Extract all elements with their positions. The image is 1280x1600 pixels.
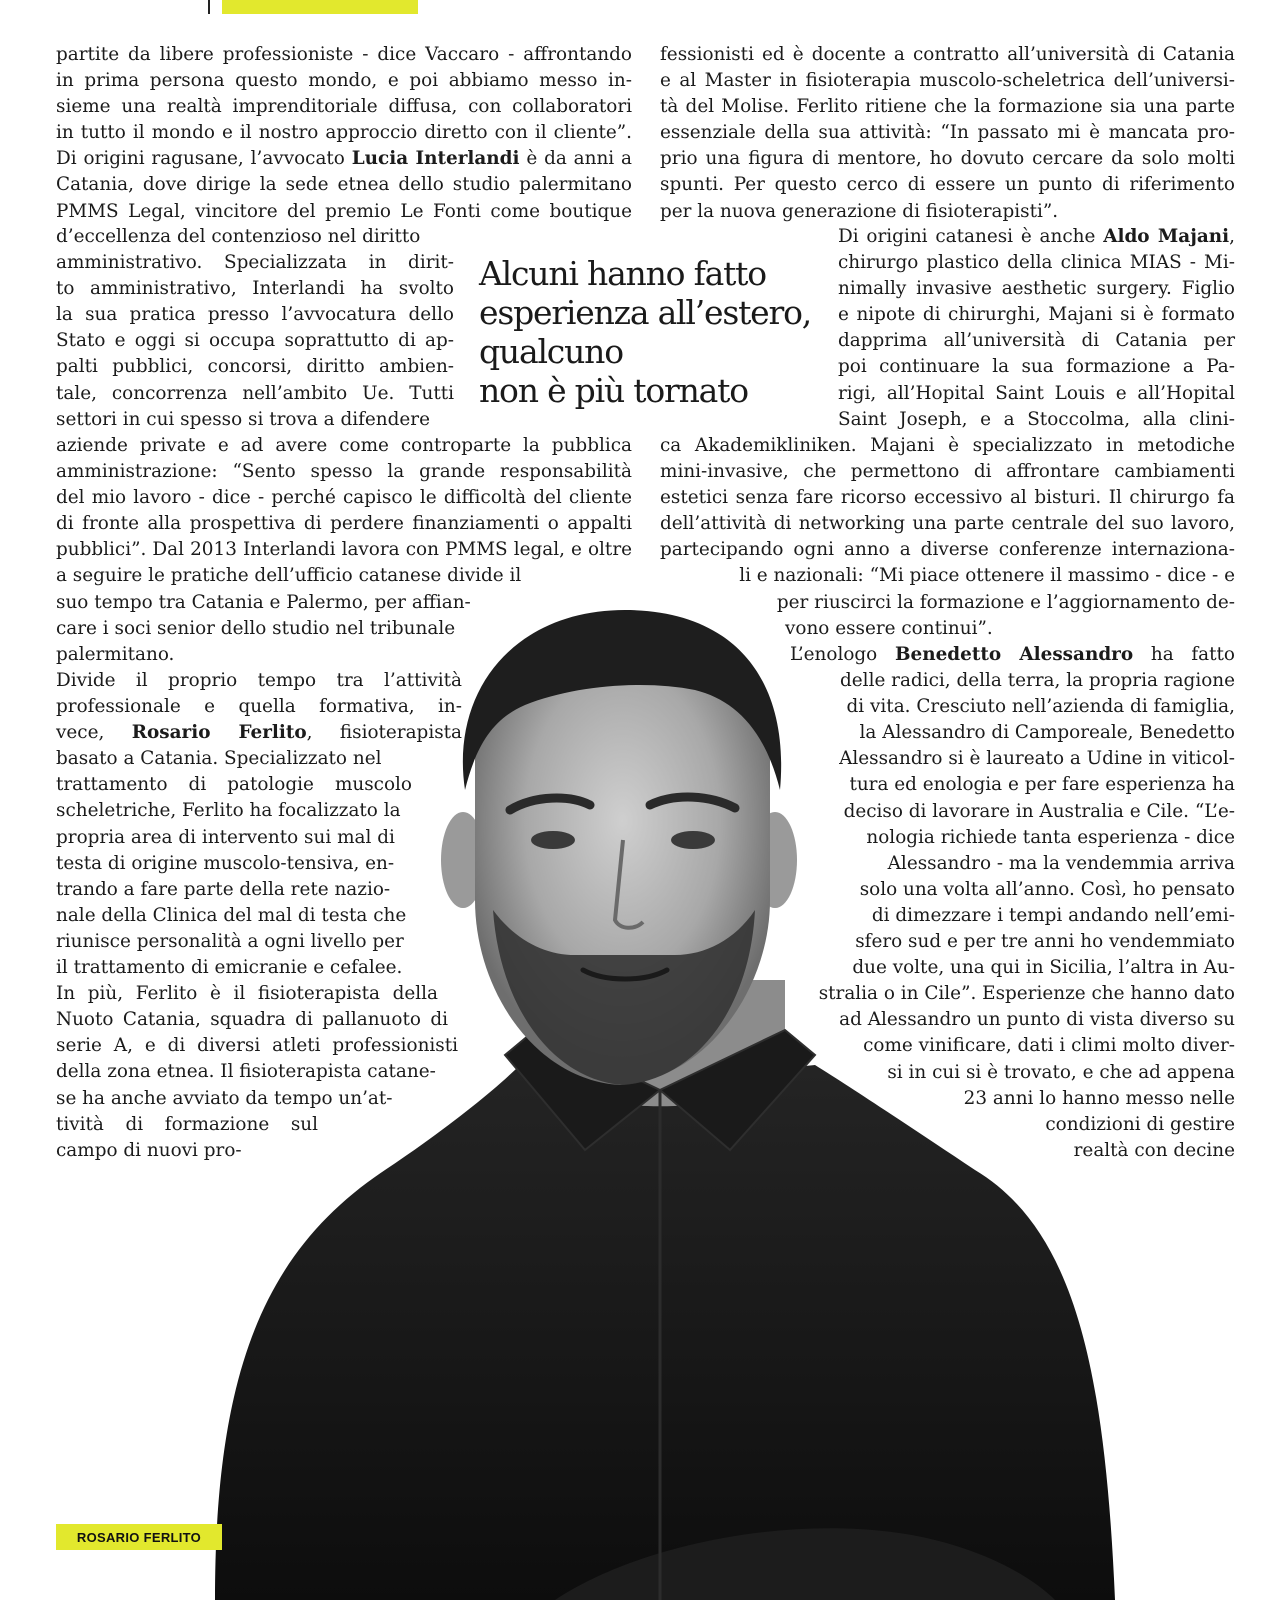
text-line: spunti. Per questo cerco di essere un punto di riferimento	[660, 174, 1235, 196]
text-line: Di origini ragusane, l’avvocato Lucia Interlandi è da anni a	[56, 148, 632, 170]
text-line: poi continuare la sua formazione a Pa-	[838, 356, 1235, 378]
text-line: partecipando ogni anno a diverse conferenze internaziona-	[660, 539, 1235, 561]
text-line: sieme una realtà imprenditoriale diffusa, con collaboratori	[56, 96, 632, 118]
text-line: chirurgo plastico della clinica MIAS - Mi-	[838, 252, 1235, 274]
text-line: tività di formazione sul	[56, 1113, 318, 1135]
text-line: li e nazionali: “Mi piace ottenere il massimo - dice - e	[739, 565, 1235, 587]
text-line: Di origini catanesi è anche Aldo Majani,	[838, 226, 1235, 247]
text-line: In più, Ferlito è il fisioterapista della	[56, 983, 438, 1005]
text-line: care i soci senior dello studio nel tribunale	[56, 617, 456, 639]
text-line: basato a Catania. Specializzato nel	[56, 748, 382, 770]
text-line: trattamento di patologie muscolo	[56, 774, 412, 796]
person-name-lucia-interlandi: Lucia Interlandi	[351, 148, 520, 170]
text-line: tale, concorrenza nell’ambito Ue. Tutti	[56, 382, 454, 404]
text-line: vono essere continui”.	[785, 617, 993, 639]
header-accent-band	[222, 0, 418, 14]
text-line: Nuoto Catania, squadra di pallanuoto di	[56, 1009, 448, 1031]
text-line: serie A, e di diversi atleti professionisti	[56, 1035, 458, 1057]
text-line: essenziale della sua attività: “In passato mi è mancata pro-	[660, 122, 1235, 144]
text-line: la Alessandro di Camporeale, Benedetto	[859, 722, 1235, 744]
text-line: di fronte alla prospettiva di perdere finanziamenti o appalti	[56, 513, 632, 535]
text-line: testa di origine muscolo-tensiva, en-	[56, 852, 395, 874]
text-line: fessionisti ed è docente a contratto all’università di Catania	[660, 44, 1235, 65]
text-line: per riuscirci la formazione e l’aggiornamento de-	[776, 591, 1235, 613]
text-line: 23 anni lo hanno messo nelle	[963, 1087, 1235, 1109]
text-line: il trattamento di emicranie e cefalee.	[56, 957, 403, 979]
text-line: scheletriche, Ferlito ha focalizzato la	[56, 800, 401, 822]
text-line: in prima persona questo mondo, e poi abbiamo messo in-	[56, 70, 632, 92]
text-line: di vita. Cresciuto nell’azienda di famiglia,	[846, 696, 1235, 718]
text-line: della zona etnea. Il fisioterapista catane-	[56, 1061, 436, 1083]
left-column-middle	[56, 433, 632, 668]
text-line: realtà con decine	[1073, 1139, 1235, 1161]
pull-quote	[479, 254, 812, 410]
text-line: e nipote di chirurghi, Majani si è formato	[838, 304, 1235, 326]
text-line: Alessandro si è laureato a Udine in viticol-	[839, 748, 1235, 770]
text-line: palermitano.	[56, 643, 175, 665]
pull-quote-line: esperienza all’estero,	[479, 293, 812, 332]
right-column-aldo-narrow	[838, 224, 1235, 433]
text-line: prio una figura di mentore, ho dovuto cercare da solo molti	[660, 148, 1235, 170]
text-line: propria area di intervento sui mal di	[56, 826, 395, 848]
header-divider	[208, 0, 210, 14]
text-line: nimally invasive aesthetic surgery. Figlio	[838, 278, 1235, 300]
text-line: sfero sud e per tre anni ho vendemmiato	[855, 931, 1235, 953]
text-line: come vinificare, dati i climi molto diver-	[863, 1035, 1235, 1057]
person-name-rosario-ferlito: Rosario Ferlito	[131, 722, 307, 744]
text-line: tà del Molise. Ferlito ritiene che la formazione sia una parte	[660, 96, 1235, 118]
text-line: ad Alessandro un punto di vista diverso su	[839, 1009, 1235, 1031]
photo-caption: ROSARIO FERLITO	[56, 1524, 222, 1550]
text-line: del mio lavoro - dice - perché capisco le difficoltà del cliente	[56, 487, 632, 509]
text-line: condizioni di gestire	[1045, 1113, 1235, 1135]
text-line: amministrativo. Specializzata in dirit-	[56, 252, 454, 274]
text-line: suo tempo tra Catania e Palermo, per affian-	[56, 591, 471, 613]
text-line: rigi, all’Hopital Saint Louis e all’Hopital	[838, 382, 1235, 404]
text-line: campo di nuovi pro-	[56, 1139, 242, 1161]
text-line: dell’attività di networking una parte centrale del suo lavoro,	[660, 513, 1235, 535]
text-line: nale della Clinica del mal di testa che	[56, 904, 407, 926]
text-line: L’enologo Benedetto Alessandro ha fatto	[790, 644, 1235, 665]
text-line: aziende private e ad avere come controparte la pubblica	[56, 435, 632, 456]
right-column-top	[660, 42, 1235, 225]
text-line: Saint Joseph, e a Stoccolma, alla clini-	[838, 408, 1235, 430]
text-line: Divide il proprio tempo tra l’attività	[56, 670, 462, 691]
text-line: riunisce personalità a ogni livello per	[56, 930, 404, 952]
text-line: di dimezzare i tempi andando nell’emi-	[871, 904, 1235, 926]
text-line: dapprima all’università di Catania per	[838, 330, 1235, 352]
text-line: due volte, una qui in Sicilia, l’altra in Au-	[852, 957, 1235, 979]
text-line: pubblici”. Dal 2013 Interlandi lavora con PMMS legal, e oltre	[56, 539, 632, 561]
text-line: si in cui si è trovato, e che ad appena	[887, 1061, 1235, 1083]
text-line: se ha anche avviato da tempo un’at-	[56, 1087, 393, 1109]
text-line: ca Akademikliniken. Majani è specializzato in metodiche	[660, 435, 1235, 456]
text-line: nologia richiede tanta esperienza - dice	[866, 826, 1235, 848]
right-column-aldo-wide	[660, 433, 1235, 642]
left-column-top	[56, 42, 632, 225]
text-line: professionale e quella formativa, in-	[56, 696, 462, 718]
text-line: palti pubblici, concorsi, diritto ambien-	[56, 356, 454, 378]
text-line: amministrazione: “Sento spesso la grande responsabilità	[56, 461, 632, 483]
text-line: Stato e oggi si occupa soprattutto di ap-	[56, 330, 454, 352]
text-line: trando a fare parte della rete nazio-	[56, 878, 391, 900]
text-line: Catania, dove dirige la sede etnea dello studio palermitano	[56, 174, 632, 196]
text-line: delle radici, della terra, la propria ragione	[840, 670, 1235, 692]
pull-quote-line: Alcuni hanno fatto	[479, 254, 766, 293]
pull-quote-line: qualcuno	[479, 332, 623, 371]
text-line: deciso di lavorare in Australia e Cile. “L’e-	[843, 800, 1235, 822]
text-line: a seguire le pratiche dell’ufficio catanese divide il	[56, 565, 522, 587]
text-line: in tutto il mondo e il nostro approccio diretto con il cliente”.	[56, 122, 632, 144]
text-line: per la nuova generazione di fisioterapisti”.	[660, 200, 1059, 222]
person-name-aldo-majani: Aldo Majani	[1103, 226, 1230, 247]
text-line: la sua pratica presso l’avvocatura dello	[56, 304, 454, 326]
text-line: d’eccellenza del contenzioso nel diritto	[56, 226, 421, 247]
pull-quote-line: non è più tornato	[479, 371, 748, 410]
text-line: solo una volta all’anno. Così, ho pensato	[859, 878, 1235, 900]
text-line: Alessandro - ma la vendemmia arriva	[887, 852, 1235, 874]
left-column-narrow	[56, 224, 454, 433]
text-line: PMMS Legal, vincitore del premio Le Fonti come boutique	[56, 200, 632, 222]
text-line: tura ed enologia e per fare esperienza ha	[849, 774, 1235, 796]
text-line: partite da libere professioniste - dice Vaccaro - affrontando	[56, 44, 632, 65]
person-name-benedetto-alessandro: Benedetto Alessandro	[894, 644, 1134, 665]
right-column-benedetto	[790, 642, 1235, 1164]
text-line: vece, Rosario Ferlito, fisioterapista	[56, 722, 463, 744]
text-line: stralia o in Cile”. Esperienze che hanno dato	[818, 983, 1235, 1005]
left-column-rosario	[56, 668, 462, 1164]
text-line: mini-invasive, che permettono di affrontare cambiamenti	[660, 461, 1235, 483]
text-line: e al Master in fisioterapia muscolo-scheletrica dell’universi-	[660, 70, 1235, 92]
text-line: estetici senza fare ricorso eccessivo al bisturi. Il chirurgo fa	[660, 487, 1235, 509]
text-line: settori in cui spesso si trova a difendere	[56, 408, 430, 430]
text-line: to amministrativo, Interlandi ha svolto	[56, 278, 454, 300]
